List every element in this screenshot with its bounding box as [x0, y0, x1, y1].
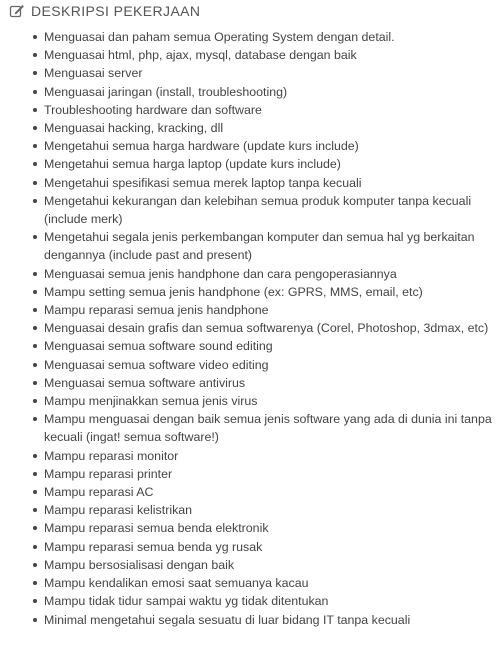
list-item: Mampu reparasi monitor: [35, 447, 494, 465]
section-header: [9, 0, 494, 22]
list-item: Mampu reparasi semua benda yg rusak: [35, 538, 494, 556]
list-item: Mengetahui semua harga laptop (update kurs include): [35, 155, 494, 173]
list-item: Mengetahui kekurangan dan kelebihan semua produk komputer tanpa kecuali (include merk): [35, 192, 494, 228]
list-item: Mampu reparasi kelistrikan: [35, 501, 494, 519]
list-item: Menguasai semua software sound editing: [35, 337, 494, 355]
list-item: Mampu setting semua jenis handphone (ex: GPRS, MMS, email, etc): [35, 283, 494, 301]
list-item: Troubleshooting hardware dan software: [35, 101, 494, 119]
list-item: Menguasai semua jenis handphone dan cara pengoperasiannya: [35, 265, 494, 283]
list-item: Mampu reparasi semua benda elektronik: [35, 519, 494, 537]
list-item: Mampu tidak tidur sampai waktu yg tidak ditentukan: [35, 592, 494, 610]
list-item: Menguasai hacking, kracking, dll: [35, 119, 494, 137]
list-item: Menguasai dan paham semua Operating System dengan detail.: [35, 28, 494, 46]
list-item: Mampu reparasi printer: [35, 465, 494, 483]
list-item: Minimal mengetahui segala sesuatu di luar bidang IT tanpa kecuali: [35, 611, 494, 629]
list-item: Menguasai html, php, ajax, mysql, database dengan baik: [35, 46, 494, 64]
list-item: Mengetahui semua harga hardware (update kurs include): [35, 137, 494, 155]
list-item: Menguasai semua software video editing: [35, 356, 494, 374]
list-item: Mampu menguasai dengan baik semua jenis software yang ada di dunia ini tanpa kecuali (ingat! semua software!): [35, 410, 494, 446]
list-item: Mampu bersosialisasi dengan baik: [35, 556, 494, 574]
list-item: Menguasai desain grafis dan semua softwarenya (Corel, Photoshop, 3dmax, etc): [35, 319, 494, 337]
list-item: Menguasai semua software antivirus: [35, 374, 494, 392]
list-item: Mampu reparasi AC: [35, 483, 494, 501]
list-item: Mampu kendalikan emosi saat semuanya kacau: [35, 574, 494, 592]
section-title: DESKRIPSI PEKERJAAN: [31, 3, 201, 19]
list-item: Mampu reparasi semua jenis handphone: [35, 301, 494, 319]
list-item: Menguasai server: [35, 64, 494, 82]
list-item: Mampu menjinakkan semua jenis virus: [35, 392, 494, 410]
list-item: Mengetahui spesifikasi semua merek laptop tanpa kecuali: [35, 174, 494, 192]
edit-icon: [9, 3, 25, 19]
job-description-list: [9, 28, 494, 629]
list-item: Mengetahui segala jenis perkembangan komputer dan semua hal yg berkaitan dengannya (include past and present): [35, 228, 494, 264]
list-item: Menguasai jaringan (install, troubleshooting): [35, 83, 494, 101]
